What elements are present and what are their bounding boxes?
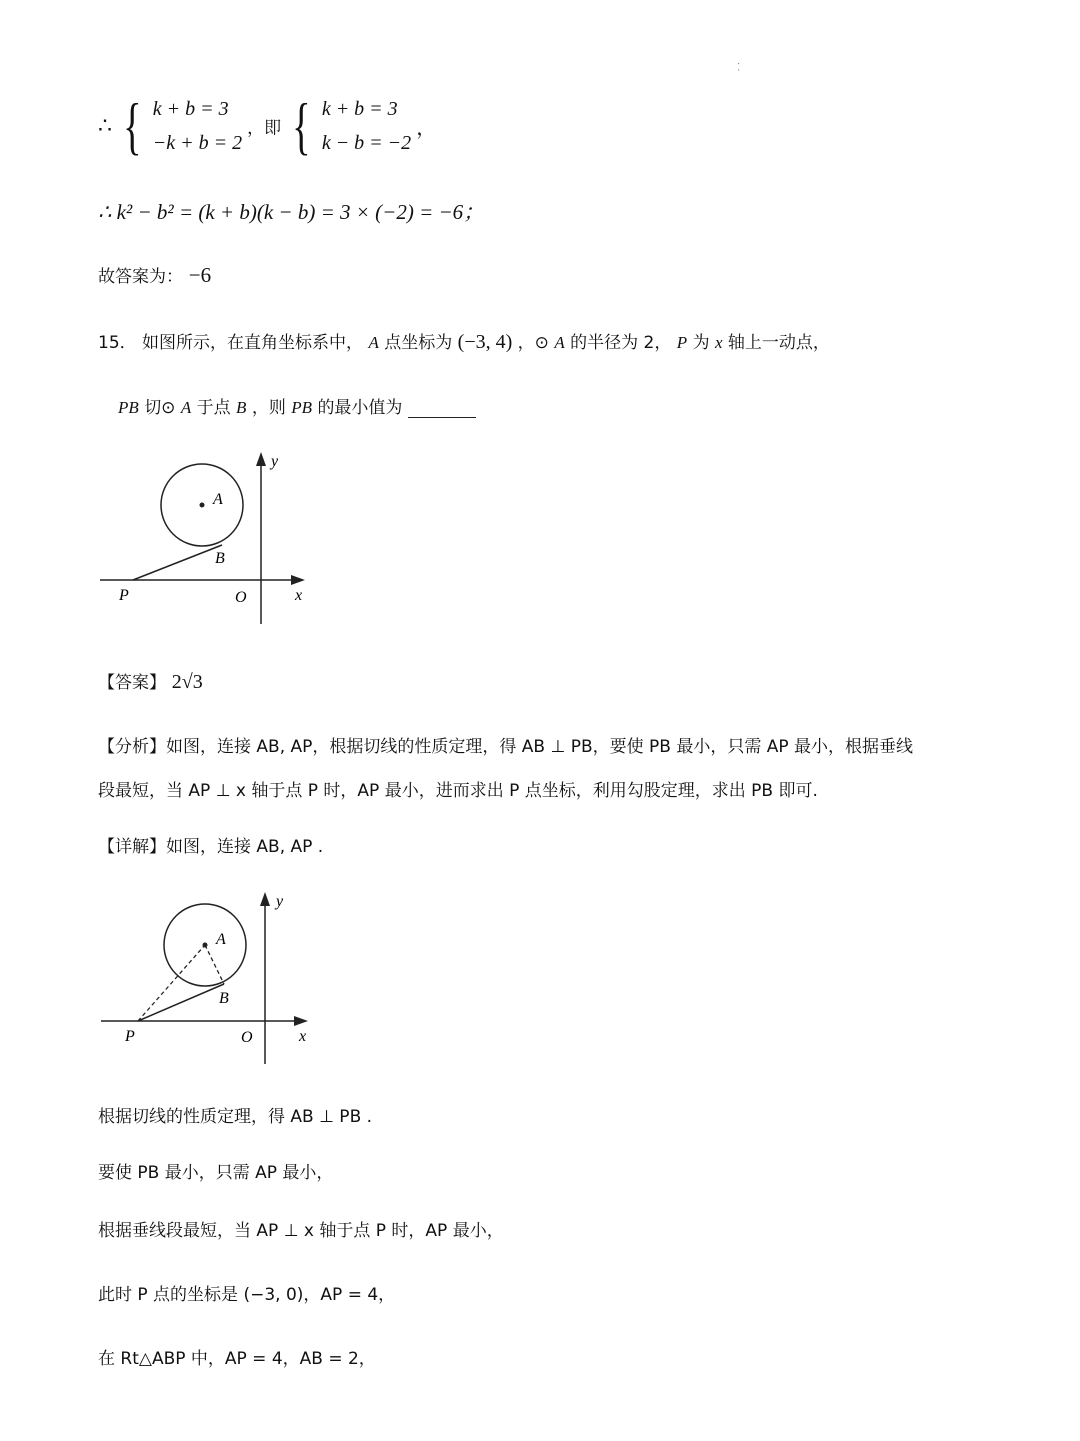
therefore-symbol: ∴ <box>98 113 112 138</box>
problem-line2-d: 的最小值为 <box>317 398 403 418</box>
ji-text: ，即 <box>247 118 282 139</box>
fig1-tangent-pb <box>133 545 222 580</box>
fig2-x-arrow-icon <box>294 1016 308 1026</box>
analysis-line1 <box>98 732 913 757</box>
fig1-x-arrow-icon <box>291 575 305 585</box>
system-1 <box>153 92 242 160</box>
fig2-label-a: A <box>216 931 226 948</box>
problem-text-a: 如图所示，在直角坐标系中， <box>142 333 364 353</box>
fig2-label-p: P <box>125 1028 135 1045</box>
answer-line <box>98 668 203 694</box>
problem-number: 15． <box>98 333 137 353</box>
step-3: 根据垂线段最短，当 AP ⊥ x 轴于点 P 时，AP 最小， <box>98 1221 504 1241</box>
problem-text-e: 为 <box>692 333 710 353</box>
problem-text-b: 点坐标为 <box>384 333 453 353</box>
detail-text: 如图，连接 AB, AP . <box>166 837 324 857</box>
problem-point-a-2: A <box>554 333 565 352</box>
fig1-center-dot <box>200 503 205 508</box>
problem-line2-c: ，则 <box>251 398 286 418</box>
answer-tag: 【答案】 <box>98 673 166 693</box>
system-2-eq1: k + b = 3 <box>321 98 398 120</box>
fig1-label-p: P <box>119 587 129 604</box>
problem-point-b: B <box>236 398 247 417</box>
problem-text-c: ，⊙ <box>517 333 549 353</box>
step-2: 要使 PB 最小，只需 AP 最小， <box>98 1163 334 1183</box>
prev-answer-line <box>98 262 211 288</box>
fig2-label-b: B <box>219 990 229 1007</box>
fig1-y-arrow-icon <box>256 452 266 466</box>
step-1: 根据切线的性质定理，得 AB ⊥ PB . <box>98 1107 373 1127</box>
left-brace-2: { <box>292 90 311 161</box>
fig1-label-b: B <box>215 550 225 567</box>
problem-point-a: A <box>368 333 379 352</box>
fig2-dashed-ap <box>138 945 205 1021</box>
figure-1 <box>95 448 325 628</box>
fig2-label-y: y <box>276 893 284 910</box>
detail-tag: 【详解】 <box>98 837 166 857</box>
fig1-label-o: O <box>235 589 247 606</box>
problem-pb: PB <box>118 398 139 417</box>
fig2-label-x: x <box>299 1028 307 1045</box>
figure-2 <box>98 888 328 1068</box>
prev-answer-label: 故答案为： <box>98 267 183 287</box>
equation-system-line <box>98 92 436 160</box>
step-4: 此时 P 点的坐标是 (−3, 0)，AP = 4， <box>98 1285 396 1305</box>
system-comma: ， <box>416 117 437 140</box>
prev-answer-value: −6 <box>188 263 212 287</box>
answer-value: 2√3 <box>171 671 203 693</box>
fig2-label-o: O <box>241 1029 253 1046</box>
system-2-eq2: k − b = −2 <box>321 132 412 154</box>
fig1-label-a: A <box>213 491 223 508</box>
problem-point-a-3: A <box>180 398 192 417</box>
problem-15-line1 <box>98 328 830 354</box>
system-1-eq2: −k + b = 2 <box>152 132 243 154</box>
problem-line2-b: 于点 <box>196 398 231 418</box>
problem-15-line2 <box>118 393 476 418</box>
problem-pb-2: PB <box>291 398 313 417</box>
problem-coord-a: (−3, 4) <box>457 331 513 353</box>
system-2 <box>322 92 411 160</box>
problem-axis-x: x <box>714 333 723 352</box>
analysis-line2: 段最短，当 AP ⊥ x 轴于点 P 时，AP 最小，进而求出 P 点坐标，利用勾股定理，求出 PB 即可. <box>98 781 818 801</box>
system-1-eq1: k + b = 3 <box>152 98 229 120</box>
step-5: 在 Rt△ABP 中，AP = 4，AB = 2， <box>98 1349 376 1369</box>
fig2-dashed-ab <box>205 945 224 984</box>
fig2-tangent-pb <box>138 984 224 1021</box>
problem-text-d: 的半径为 2， <box>570 333 672 353</box>
problem-text-f: 轴上一动点， <box>727 333 830 353</box>
analysis-text-1: 如图，连接 AB, AP，根据切线的性质定理，得 AB ⊥ PB，要使 PB 最小，只需 AP 最小，根据垂线 <box>166 737 914 757</box>
analysis-tag: 【分析】 <box>98 737 166 757</box>
header-marks: · · <box>732 62 743 72</box>
fig1-label-y: y <box>271 453 279 470</box>
fig2-y-arrow-icon <box>260 892 270 906</box>
detail-line <box>98 832 323 857</box>
left-brace-1: { <box>123 90 142 161</box>
problem-line2-a: 切⊙ <box>144 398 176 418</box>
fig1-label-x: x <box>295 587 303 604</box>
k-b-product-line: ∴ k² − b² = (k + b)(k − b) = 3 × (−2) = −6； <box>98 200 485 224</box>
answer-blank <box>408 399 476 418</box>
problem-point-p: P <box>676 333 688 352</box>
